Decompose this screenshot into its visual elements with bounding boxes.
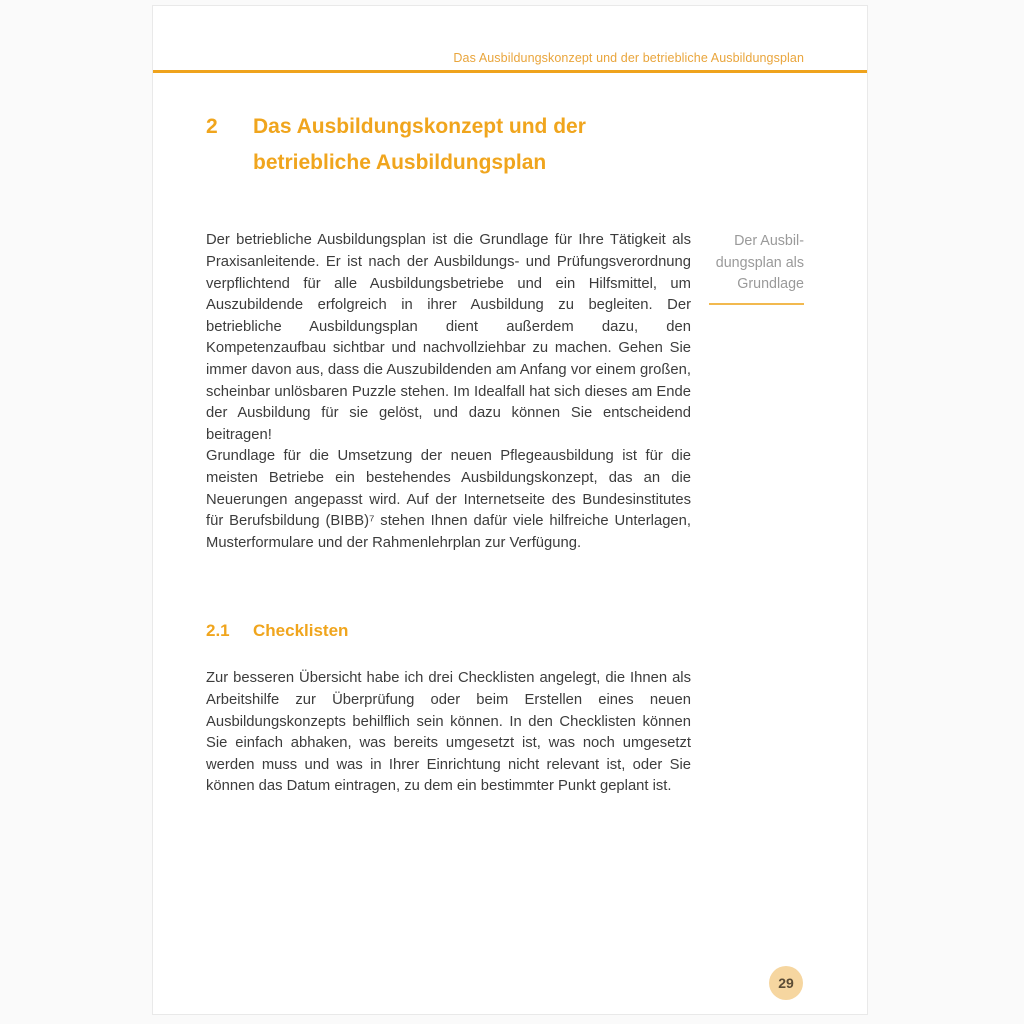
body-paragraph: Der betriebliche Ausbildungsplan ist die Grundlage für Ihre Tätigkeit als Praxisanleitende. Er ist nach der Ausbildungs- und Prüfungsverordnung verpflichtend für alle Ausbildungsbetriebe und ein Hilfsmittel, um Auszubildende erfolgreich in ihrer Ausbildung zu begleiten. Der betriebliche Ausbildungsplan dient außerdem dazu, den Kompetenzaufbau sichtbar und nachvollziehbar zu machen. Gehen Sie immer davon aus, dass die Auszubildenden am Anfang vor einem großen, scheinbar unlösbaren Puzzle stehen. Im Idealfall hat sich dieses am Ende der Ausbildung für sie gelöst, und dazu können Sie entscheidend beitragen! — [206, 232, 691, 443]
margin-note-underline — [709, 303, 804, 305]
running-header: Das Ausbildungskonzept und der betriebliche Ausbildungsplan — [453, 51, 804, 65]
intro-block — [206, 230, 804, 554]
margin-note-line: Der Ausbil- — [734, 233, 804, 250]
page-number-badge: 29 — [769, 966, 803, 1000]
section-number: 2.1 — [206, 621, 230, 641]
body-column — [206, 230, 691, 554]
document-page — [152, 5, 868, 1015]
section-title: Checklisten — [253, 621, 349, 641]
body-paragraph: Grundlage für die Umsetzung der neuen Pflegeausbildung ist für die meisten Betriebe ein bestehendes Ausbildungskonzept, das an die Neuerungen angepasst wird. Auf der Internetseite des Bundesinstitutes für Berufsbildung (BIBB)⁷ stehen Ihnen dafür viele hilfreiche Unterlagen, Musterformulare und der Rahmenlehrplan zur Verfügung. — [206, 448, 691, 551]
margin-note-line: dungsplan als — [715, 254, 804, 271]
chapter-heading — [206, 109, 804, 180]
section-heading — [206, 620, 804, 642]
section-paragraph: Zur besseren Übersicht habe ich drei Checklisten angelegt, die Ihnen als Arbeitshilfe zur Überprüfung oder beim Erstellen eines neuen Ausbildungskonzepts behilflich sein können. In den Checklisten können Sie einfach abhaken, was bereits umgesetzt ist, was noch umgesetzt werden muss und was in Ihrer Einrichtung nicht relevant ist, oder Sie können das Datum eintragen, zu dem ein bestimmter Punkt geplant ist. — [206, 670, 691, 795]
margin-note — [709, 231, 804, 296]
margin-note-line: Grundlage — [737, 276, 804, 293]
margin-column — [709, 230, 804, 554]
chapter-title: Das Ausbildungskonzept und der betriebliche Ausbildungsplan — [253, 115, 586, 174]
chapter-number: 2 — [206, 115, 218, 138]
page-content — [153, 73, 867, 798]
section-body — [206, 668, 691, 798]
